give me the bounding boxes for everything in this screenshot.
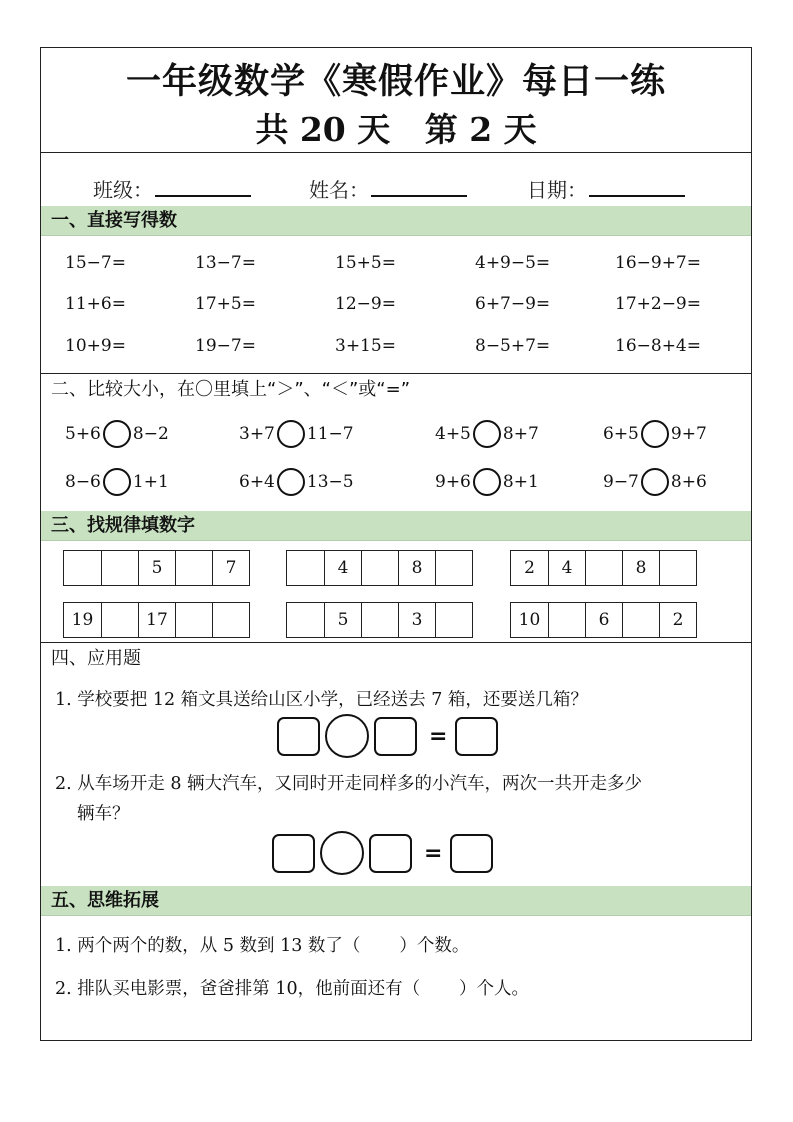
equation-item[interactable]: 15+5= (335, 253, 396, 273)
equation-item[interactable]: 16−9+7= (615, 253, 701, 273)
section3-heading: 三、找规律填数字 (41, 511, 751, 541)
operator-circle-icon[interactable] (325, 714, 369, 758)
equals-sign: = (424, 840, 443, 866)
sequence-row (63, 550, 250, 586)
equation-item[interactable]: 10+9= (65, 336, 126, 356)
date-label: 日期： (527, 178, 587, 202)
sequence-cell[interactable] (361, 603, 398, 637)
answer-equation-2[interactable] (272, 831, 493, 875)
worksheet (40, 47, 752, 1041)
sequence-row (286, 602, 473, 638)
sequence-cell[interactable] (659, 551, 696, 585)
date-field[interactable] (527, 174, 685, 203)
compare-circle-icon[interactable] (641, 468, 669, 496)
answer-box-icon[interactable] (272, 834, 315, 873)
compare-circle-icon[interactable] (641, 420, 669, 448)
sequence-cell[interactable]: 10 (518, 610, 541, 630)
compare-circle-icon[interactable] (103, 420, 131, 448)
equation-item[interactable]: 19−7= (195, 336, 256, 356)
sequence-cell[interactable]: 4 (548, 551, 585, 585)
equation-item[interactable]: 16−8+4= (615, 336, 701, 356)
section4-heading: 四、应用题 (51, 648, 141, 669)
operator-circle-icon[interactable] (320, 831, 364, 875)
section2-heading: 二、比较大小，在〇里填上“＞”、“＜”或“=” (51, 379, 411, 400)
compare-circle-icon[interactable] (277, 420, 305, 448)
student-info-row (41, 152, 751, 206)
name-field[interactable] (309, 174, 467, 203)
comparison-item (65, 420, 169, 448)
sequence-row (63, 602, 250, 638)
right-expression: 9+7 (670, 424, 707, 444)
equation-item[interactable]: 12−9= (335, 294, 396, 314)
sequence-cell[interactable] (435, 551, 472, 585)
sequence-cell[interactable]: 3 (398, 603, 435, 637)
comparison-item (603, 468, 707, 496)
equation-item[interactable]: 13−7= (195, 253, 256, 273)
sequence-cell[interactable]: 8 (622, 551, 659, 585)
equation-item[interactable]: 4+9−5= (475, 253, 551, 273)
sequence-cell[interactable] (435, 603, 472, 637)
equation-item[interactable]: 11+6= (65, 294, 126, 314)
right-expression: 13−5 (306, 472, 354, 492)
sequence-row (510, 550, 697, 586)
sequence-cell[interactable] (287, 551, 324, 585)
comparison-item (603, 420, 707, 448)
class-label: 班级： (93, 178, 153, 202)
left-expression: 6+4 (239, 472, 275, 492)
sequence-cell[interactable]: 5 (324, 603, 361, 637)
sequence-cell[interactable]: 2 (659, 603, 696, 637)
left-expression: 9+6 (435, 472, 471, 492)
divider (41, 642, 751, 643)
compare-circle-icon[interactable] (103, 468, 131, 496)
answer-box-icon[interactable] (374, 717, 417, 756)
right-expression: 8+6 (670, 472, 707, 492)
answer-box-icon[interactable] (277, 717, 320, 756)
name-blank[interactable] (371, 177, 467, 197)
right-expression: 1+1 (132, 472, 169, 492)
left-expression: 9−7 (603, 472, 639, 492)
word-problem-2-line2: 辆车？ (77, 804, 130, 824)
thinking-question-2: 2. 排队买电影票，爸爸排第 10，他前面还有（ ）个人。 (55, 979, 530, 999)
equation-item[interactable]: 8−5+7= (475, 336, 551, 356)
left-expression: 3+7 (239, 424, 275, 444)
sequence-cell[interactable]: 17 (138, 603, 175, 637)
comparison-item (239, 468, 354, 496)
comparison-item (239, 420, 354, 448)
name-label: 姓名： (309, 178, 369, 202)
left-expression: 8−6 (65, 472, 101, 492)
right-expression: 8−2 (132, 424, 169, 444)
sequence-cell[interactable]: 2 (524, 558, 535, 578)
divider (41, 373, 751, 374)
section1-heading: 一、直接写得数 (41, 206, 751, 236)
comparison-item (435, 468, 539, 496)
sequence-cell[interactable] (287, 603, 324, 637)
equation-item[interactable]: 6+7−9= (475, 294, 551, 314)
left-expression: 4+5 (435, 424, 471, 444)
thinking-question-1: 1. 两个两个的数，从 5 数到 13 数了（ ）个数。 (55, 936, 470, 956)
answer-box-icon[interactable] (455, 717, 498, 756)
compare-circle-icon[interactable] (277, 468, 305, 496)
equation-item[interactable]: 17+5= (195, 294, 256, 314)
comparison-item (435, 420, 539, 448)
left-expression: 5+6 (65, 424, 101, 444)
class-blank[interactable] (155, 177, 251, 197)
sequence-cell[interactable] (101, 551, 138, 585)
comparison-item (65, 468, 169, 496)
right-expression: 8+7 (502, 424, 539, 444)
answer-box-icon[interactable] (450, 834, 493, 873)
right-expression: 8+1 (502, 472, 539, 492)
sequence-cell[interactable]: 6 (585, 603, 622, 637)
sequence-cell[interactable] (212, 603, 249, 637)
sequence-cell[interactable] (101, 603, 138, 637)
sequence-cell[interactable] (64, 551, 101, 585)
worksheet-header (41, 48, 751, 153)
answer-equation-1[interactable] (277, 714, 498, 758)
compare-circle-icon[interactable] (473, 468, 501, 496)
class-field[interactable] (93, 174, 251, 203)
sequence-cell[interactable]: 4 (324, 551, 361, 585)
right-expression: 11−7 (306, 424, 354, 444)
section5-heading: 五、思维拓展 (41, 886, 751, 916)
sequence-cell[interactable]: 5 (138, 551, 175, 585)
compare-circle-icon[interactable] (473, 420, 501, 448)
sequence-cell[interactable] (585, 551, 622, 585)
page-subtitle: 共 20 天 第 2 天 (255, 110, 537, 149)
sequence-cell[interactable] (175, 603, 212, 637)
equals-sign: = (429, 723, 448, 749)
equation-item[interactable]: 3+15= (335, 336, 396, 356)
answer-box-icon[interactable] (369, 834, 412, 873)
date-blank[interactable] (589, 177, 685, 197)
equation-item[interactable]: 17+2−9= (615, 294, 701, 314)
sequence-cell[interactable] (548, 603, 585, 637)
sequence-row (286, 550, 473, 586)
left-expression: 6+5 (603, 424, 639, 444)
word-problem-1: 1. 学校要把 12 箱文具送给山区小学，已经送去 7 箱，还要送几箱？ (55, 690, 588, 710)
sequence-cell[interactable] (175, 551, 212, 585)
word-problem-2-line1: 2. 从车场开走 8 辆大汽车，又同时开走同样多的小汽车，两次一共开走多少 (55, 774, 643, 794)
sequence-row (510, 602, 697, 638)
sequence-cell[interactable] (622, 603, 659, 637)
equation-item[interactable]: 15−7= (65, 253, 126, 273)
sequence-cell[interactable]: 7 (212, 551, 249, 585)
page-title: 一年级数学《寒假作业》每日一练 (125, 61, 666, 102)
sequence-cell[interactable]: 8 (398, 551, 435, 585)
sequence-cell[interactable]: 19 (71, 610, 94, 630)
sequence-cell[interactable] (361, 551, 398, 585)
